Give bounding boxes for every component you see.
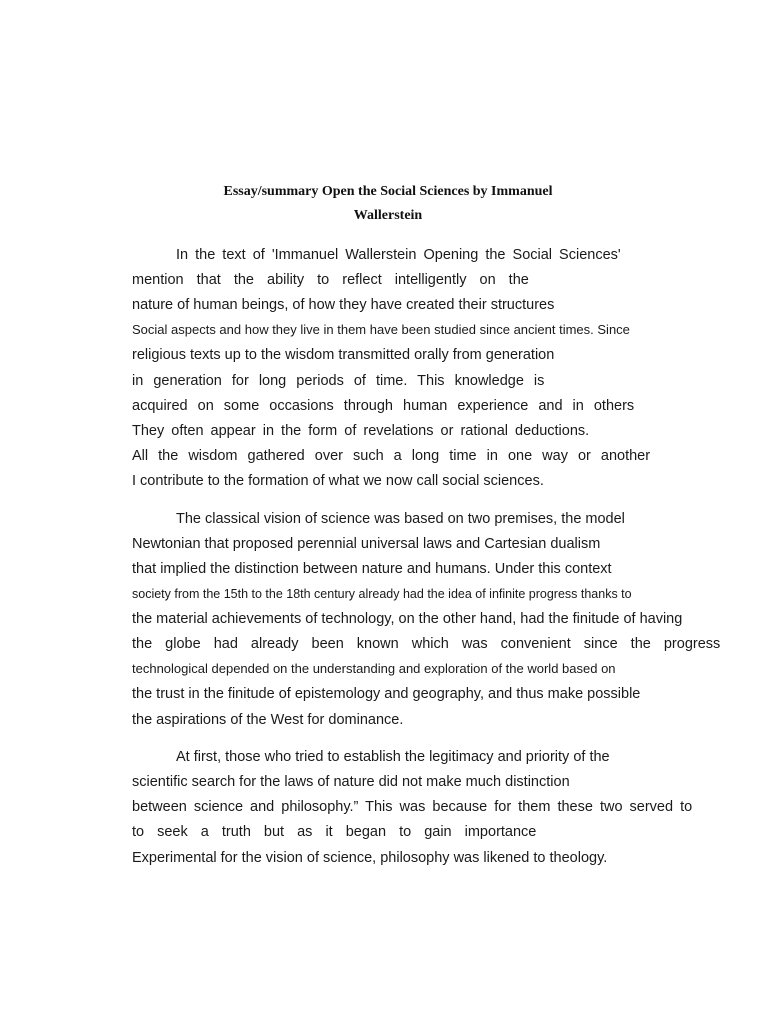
paragraph-line: technological depended on the understanding and exploration of the world based on [132, 661, 616, 676]
paragraph-line: society from the 15th to the 18th century already had the idea of infinite progress thanks to [132, 587, 632, 601]
paragraph-line: scientific search for the laws of nature did not make much distinction [132, 774, 570, 790]
paragraph-line: mention that the ability to reflect intelligently on the [132, 272, 529, 288]
paragraph-line: the aspirations of the West for dominance. [132, 712, 404, 728]
paragraph-line: I contribute to the formation of what we now call social sciences. [132, 473, 544, 489]
paragraph-line: At first, those who tried to establish the legitimacy and priority of the [176, 749, 610, 765]
paragraph-line: that implied the distinction between nature and humans. Under this context [132, 561, 612, 577]
paragraph-line: Social aspects and how they live in them have been studied since ancient times. Since [132, 322, 630, 337]
paragraph-line: the globe had already been known which was convenient since the progress [132, 636, 721, 652]
paragraph-line: nature of human beings, of how they have created their structures [132, 297, 555, 313]
paragraph-line: in generation for long periods of time. This knowledge is [132, 373, 545, 389]
paragraph-line: Experimental for the vision of science, philosophy was likened to theology. [132, 850, 608, 866]
paragraph-line: the trust in the finitude of epistemology and geography, and thus make possible [132, 686, 641, 702]
paragraph-line: the material achievements of technology, on the other hand, had the finitude of having [132, 611, 683, 627]
paragraph-line: All the wisdom gathered over such a long time in one way or another [132, 448, 651, 464]
paragraph-line: Newtonian that proposed perennial universal laws and Cartesian dualism [132, 536, 601, 552]
document-title-line-2: Wallerstein [353, 208, 423, 223]
paragraph-line: They often appear in the form of revelations or rational deductions. [132, 423, 590, 439]
paragraph-line: In the text of 'Immanuel Wallerstein Opening the Social Sciences' [176, 247, 621, 263]
paragraph-line: acquired on some occasions through human experience and in others [132, 398, 635, 414]
paragraph-line: between science and philosophy.” This was because for them these two served to [132, 799, 693, 815]
paragraph-line: religious texts up to the wisdom transmitted orally from generation [132, 347, 555, 363]
paragraph-line: to seek a truth but as it began to gain importance [132, 824, 537, 840]
paragraph-line: The classical vision of science was based on two premises, the model [176, 511, 625, 527]
document-title-line-1: Essay/summary Open the Social Sciences by Immanuel [223, 184, 553, 199]
